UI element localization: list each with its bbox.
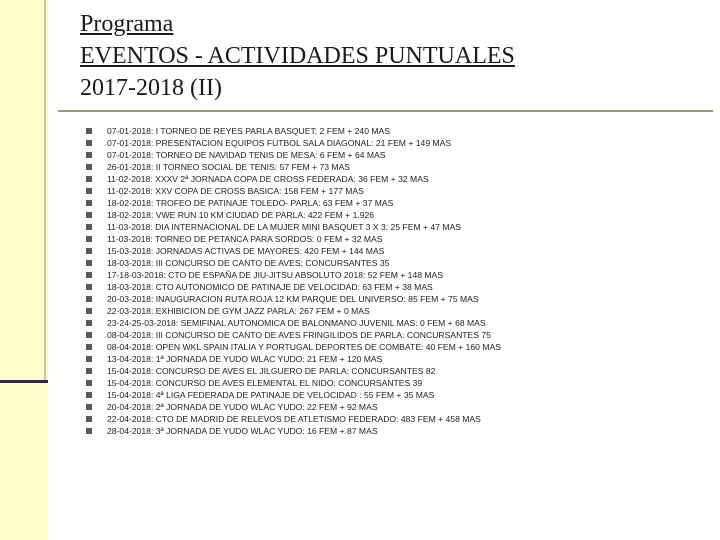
square-bullet-icon — [86, 344, 92, 350]
square-bullet-icon — [86, 152, 92, 158]
square-bullet-icon — [86, 176, 92, 182]
list-item — [86, 245, 706, 257]
event-text: 13-04-2018: 1ª JORNADA DE YUDO WLAC YUDO: 21 FEM + 120 MAS — [107, 354, 383, 364]
decorative-sidebar — [0, 0, 48, 540]
event-text: 08-04-2018: III CONCURSO DE CANTO DE AVES FRINGILIDOS DE PARLA: CONCURSANTES 75 — [107, 330, 491, 340]
list-item — [86, 365, 706, 377]
event-text: 08-04-2018: OPEN WKL SPAIN ITALIA Y PORTUGAL DEPORTES DE COMBATE: 40 FEM + 160 MAS — [107, 342, 501, 352]
list-item — [86, 353, 706, 365]
square-bullet-icon — [86, 332, 92, 338]
square-bullet-icon — [86, 320, 92, 326]
event-text: 20-03-2018: INAUGURACION RUTA ROJA 12 KM PARQUE DEL UNIVERSO: 85 FEM + 75 MAS — [107, 294, 479, 304]
event-text: 22-03-2018: EXHIBICION DE GYM JAZZ PARLA: 267 FEM + 0 MAS — [107, 306, 370, 316]
event-text: 20-04-2018: 2ª JORNADA DE YUDO WLAC YUDO: 22 FEM + 92 MAS — [107, 402, 378, 412]
square-bullet-icon — [86, 200, 92, 206]
square-bullet-icon — [86, 164, 92, 170]
event-text: 23-24-25-03-2018: SEMIFINAL AUTONOMICA DE BALONMANO JUVENIL MAS: 0 FEM + 68 MAS — [107, 318, 486, 328]
sidebar-horizontal-rule — [0, 380, 48, 383]
square-bullet-icon — [86, 284, 92, 290]
list-item — [86, 161, 706, 173]
square-bullet-icon — [86, 392, 92, 398]
square-bullet-icon — [86, 236, 92, 242]
list-item — [86, 125, 706, 137]
square-bullet-icon — [86, 404, 92, 410]
title-line-1: Programa — [80, 11, 174, 37]
list-item — [86, 341, 706, 353]
title-line-3: 2017-2018 (II) — [80, 75, 222, 101]
event-text: 22-04-2018: CTO DE MADRID DE RELEVOS DE ATLETISMO FEDERADO: 483 FEM + 458 MAS — [107, 414, 481, 424]
list-item — [86, 425, 706, 437]
list-item — [86, 269, 706, 281]
list-item — [86, 233, 706, 245]
event-text: 11-02-2018: XXV COPA DE CROSS BASICA: 158 FEM + 177 MAS — [107, 186, 364, 196]
square-bullet-icon — [86, 416, 92, 422]
square-bullet-icon — [86, 212, 92, 218]
event-text: 18-02-2018: TROFEO DE PATINAJE TOLEDO- PARLA: 63 FEM + 37 MAS — [107, 198, 394, 208]
event-list — [86, 125, 706, 437]
event-text: 28-04-2018: 3ª JORNADA DE YUDO WLAC YUDO: 16 FEM + 87 MAS — [107, 426, 378, 436]
sidebar-vertical-rule — [44, 0, 46, 380]
event-text: 15-03-2018: JORNADAS ACTIVAS DE MAYORES: 420 FEM + 144 MAS — [107, 246, 385, 256]
slide-title — [80, 8, 515, 104]
square-bullet-icon — [86, 224, 92, 230]
event-text: 15-04-2018: CONCURSO DE AVES ELEMENTAL EL NIDO: CONCURSANTES 39 — [107, 378, 423, 388]
event-text: 11-03-2018: DIA INTERNACIONAL DE LA MUJER MINI BASQUET 3 X 3: 25 FEM + 47 MAS — [107, 222, 461, 232]
square-bullet-icon — [86, 356, 92, 362]
event-text: 15-04-2018: 4ª LIGA FEDERADA DE PATINAJE DE VELOCIDAD : 55 FEM + 35 MAS — [107, 390, 435, 400]
event-text: 18-03-2018: CTO AUTONOMICO DE PATINAJE DE VELOCIDAD: 63 FEM + 38 MAS — [107, 282, 433, 292]
list-item — [86, 329, 706, 341]
list-item — [86, 377, 706, 389]
event-text: 07-01-2018: I TORNEO DE REYES PARLA BASQUET: 2 FEM + 240 MAS — [107, 126, 390, 136]
square-bullet-icon — [86, 140, 92, 146]
list-item — [86, 401, 706, 413]
square-bullet-icon — [86, 272, 92, 278]
list-item — [86, 197, 706, 209]
event-text: 18-02-2018: VWE RUN 10 KM CIUDAD DE PARLA: 422 FEM + 1.926 — [107, 210, 375, 220]
square-bullet-icon — [86, 260, 92, 266]
title-divider — [58, 110, 713, 112]
square-bullet-icon — [86, 380, 92, 386]
event-text: 15-04-2018: CONCURSO DE AVES EL JILGUERO DE PARLA: CONCURSANTES 82 — [107, 366, 436, 376]
event-text: 07-01-2018: PRESENTACION EQUIPOS FUTBOL SALA DIAGONAL: 21 FEM + 149 MAS — [107, 138, 452, 148]
event-text: 11-03-2018: TORNEO DE PETANCA PARA SORDOS: 0 FEM + 32 MAS — [107, 234, 383, 244]
square-bullet-icon — [86, 296, 92, 302]
list-item — [86, 149, 706, 161]
square-bullet-icon — [86, 248, 92, 254]
event-text: 18-03-2018: III CONCURSO DE CANTO DE AVES: CONCURSANTES 35 — [107, 258, 390, 268]
list-item — [86, 221, 706, 233]
event-text: 11-02-2018: XXXV 2ª JORNADA COPA DE CROSS FEDERADA: 36 FEM + 32 MAS — [107, 174, 429, 184]
list-item — [86, 305, 706, 317]
list-item — [86, 281, 706, 293]
square-bullet-icon — [86, 308, 92, 314]
square-bullet-icon — [86, 188, 92, 194]
list-item — [86, 293, 706, 305]
list-item — [86, 209, 706, 221]
list-item — [86, 413, 706, 425]
list-item — [86, 389, 706, 401]
title-line-2: EVENTOS - ACTIVIDADES PUNTUALES — [80, 43, 515, 69]
event-text: 17-18-03-2018: CTO DE ESPAÑA DE JIU-JITSU ABSOLUTO 2018: 52 FEM + 148 MAS — [107, 270, 444, 280]
list-item — [86, 257, 706, 269]
list-item — [86, 185, 706, 197]
list-item — [86, 317, 706, 329]
square-bullet-icon — [86, 368, 92, 374]
list-item — [86, 137, 706, 149]
square-bullet-icon — [86, 428, 92, 434]
square-bullet-icon — [86, 128, 92, 134]
event-text: 07-01-2018: TORNEO DE NAVIDAD TENIS DE MESA: 6 FEM + 64 MAS — [107, 150, 386, 160]
event-text: 26-01-2018: II TORNEO SOCIAL DE TENIS: 57 FEM + 73 MAS — [107, 162, 351, 172]
list-item — [86, 173, 706, 185]
